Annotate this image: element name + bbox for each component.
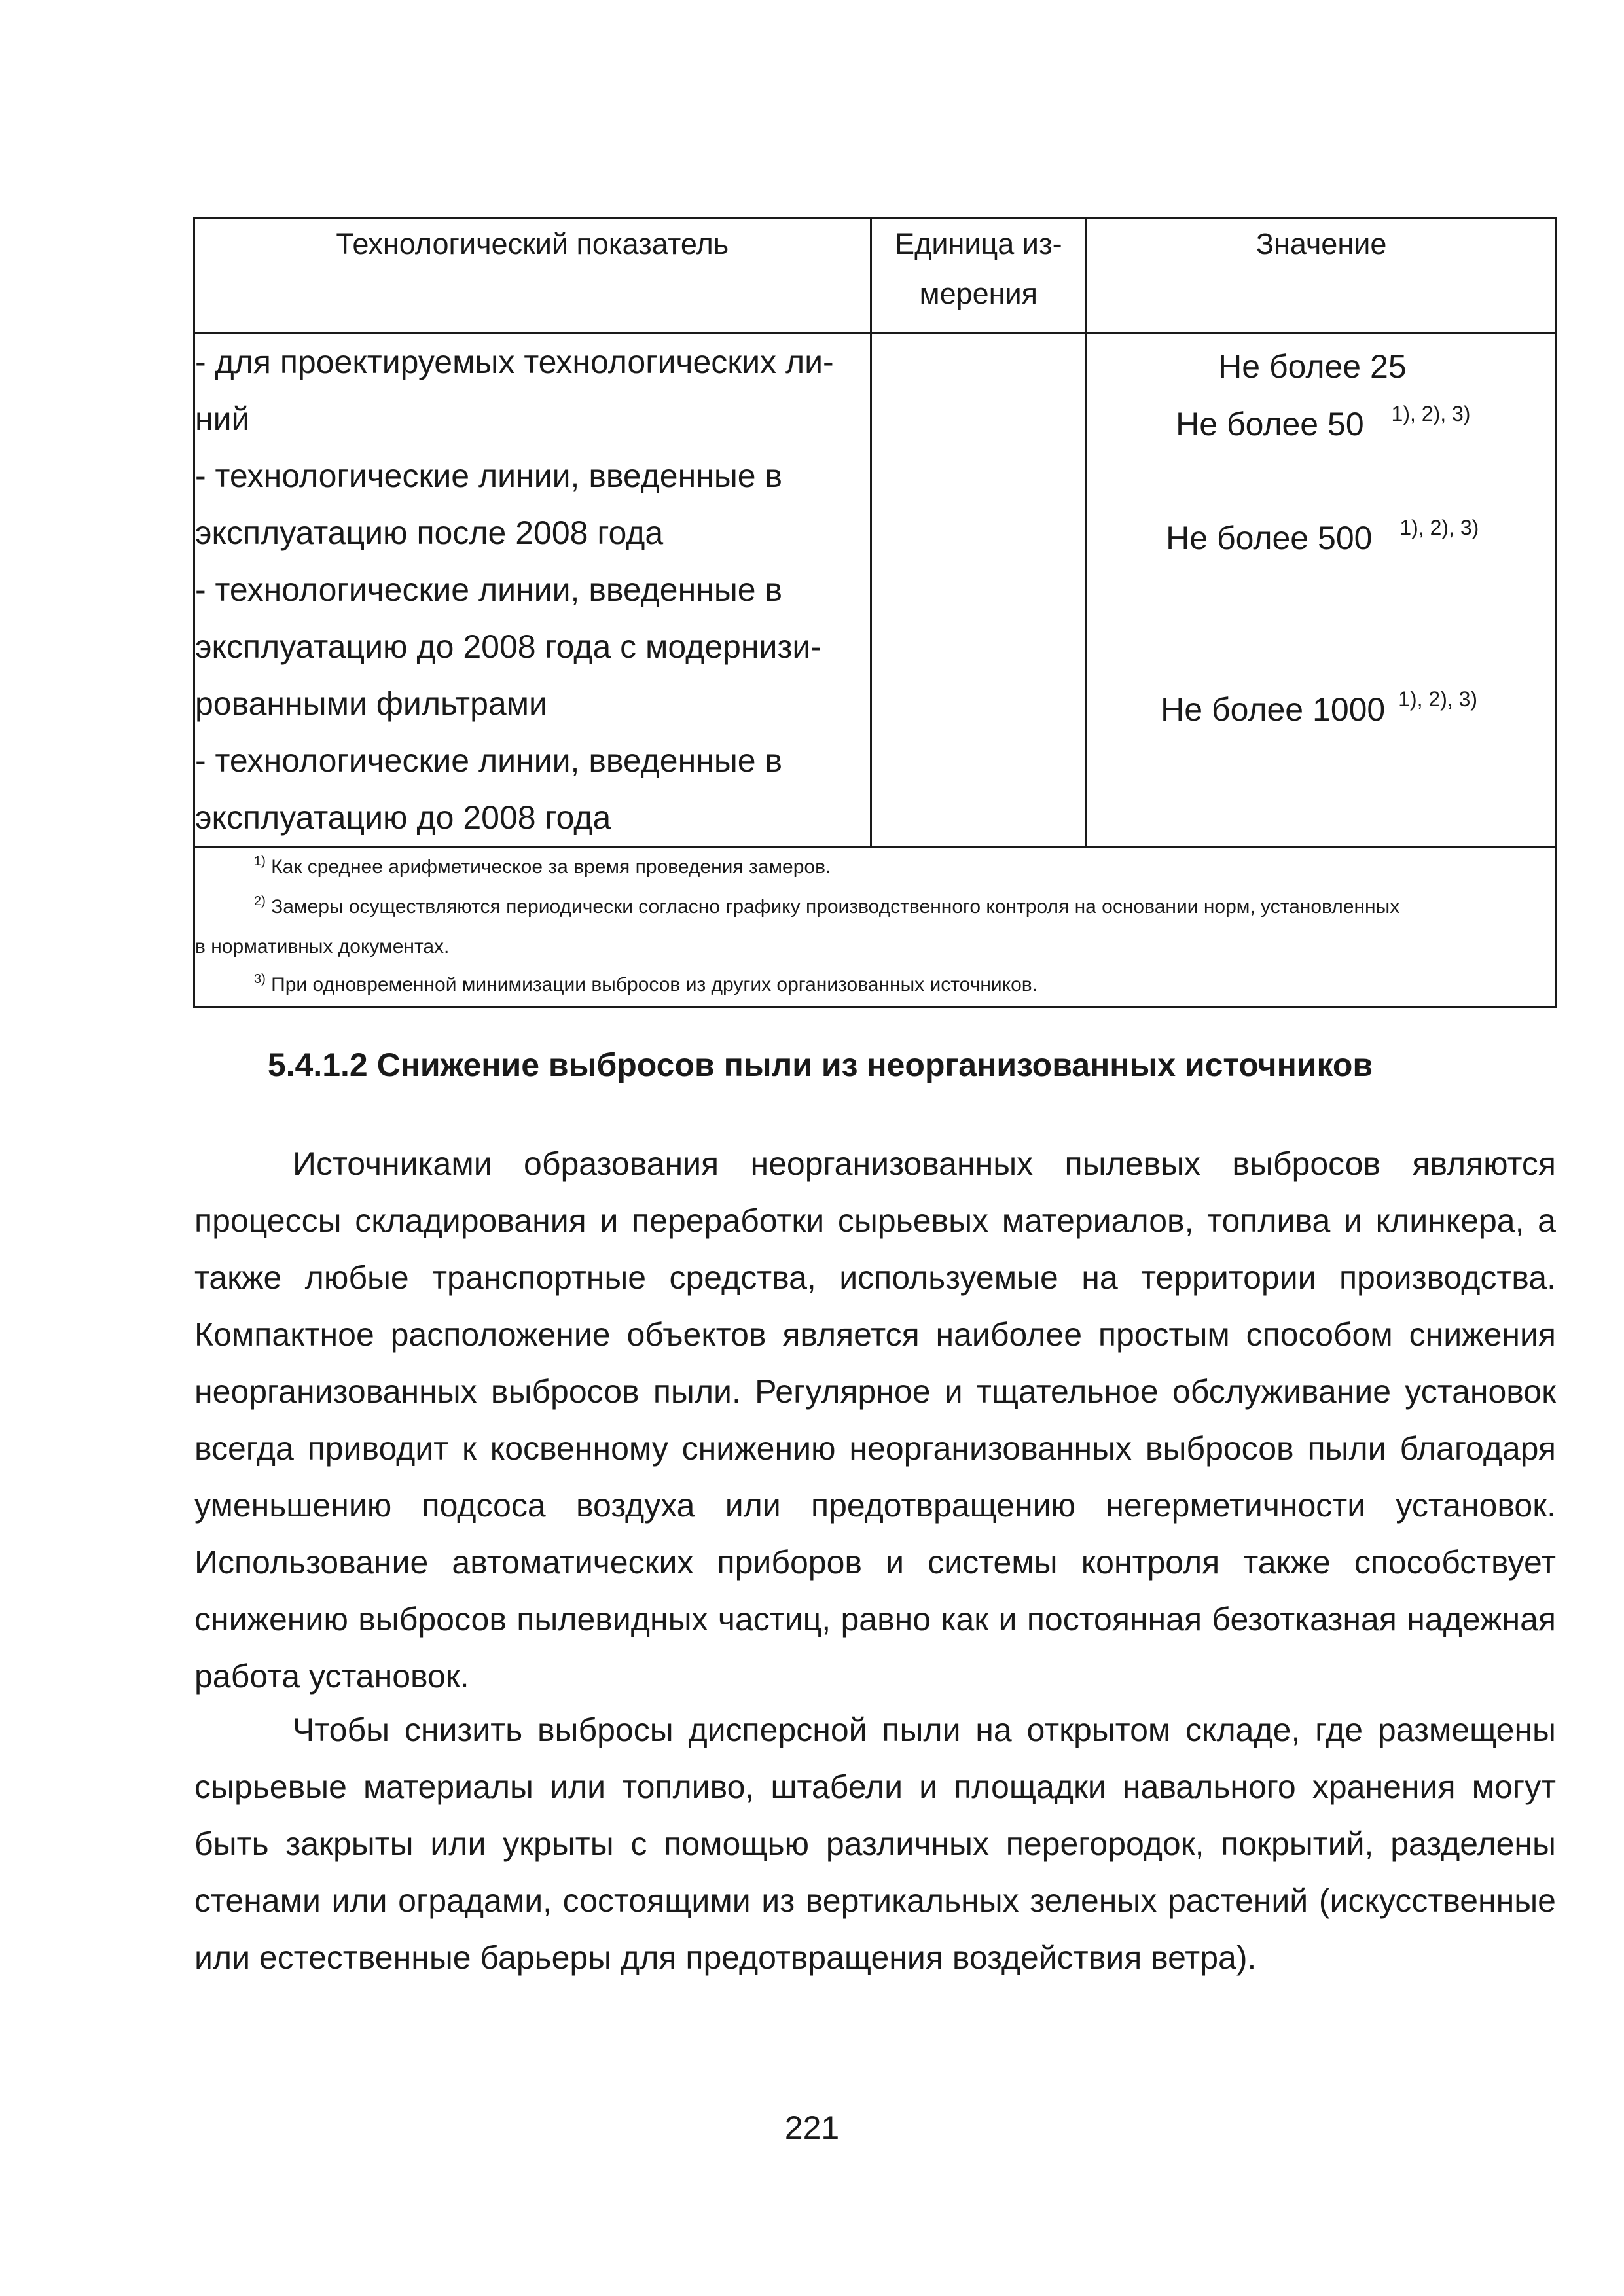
footnote-1: $^{1)}$ Как среднее арифметическое за время проведения замеров. [254,854,831,878]
value-row-1: Не более 25 [1218,348,1407,385]
table-header-row [194,219,1557,333]
header-unit: Единица из- мерения [871,219,1087,333]
footnote-2: $^{2)}$ Замеры осуществляются периодически согласно графику производственного контроля на основании норм, установленных [254,894,1400,918]
value-row-4: Не более 1000 $^{1), 2), 3)}$ [1161,687,1478,728]
paragraph-2: Чтобы снизить выбросы дисперсной пыли на открытом складе, где размещены сырьевые материалы или топливо, штабели и площадки навального хранения могут быть закрыты или укрыты с помощью различных перегородок, покрытий, разделены стенами или оградами, состоящими из вертикальных зеленых растений (искусственные или естественные барьеры для предотвращения воздействия ветра). [194,1712,1556,1976]
footnotes-cell [194,848,1557,1007]
emissions-table [193,217,1557,1008]
value-row-2: Не более 50 $^{1), 2), 3)}$ [1176,402,1471,442]
indicator-cell: - для проектируемых технологических ли- ний - технологические линии, введенные в эксплуатацию после 2008 года - технологические линии, введенные в эксплуатацию до 2008 года с модернизи- рованными фильтрами - технологические линии, введенные в эксплуатацию до 2008 года [194,333,871,848]
footnote-3: $^{3)}$ При одновременной минимизации выбросов из других организованных источников. [254,972,1038,996]
footnote-2-cont: в нормативных документах. [195,936,450,958]
header-value: Значение [1087,219,1557,333]
page-number: 221 [784,2109,840,2146]
value-row-3: Не более 500 $^{1), 2), 3)}$ [1166,516,1479,556]
unit-cell [871,333,1087,848]
header-indicator: Технологический показатель [194,219,871,333]
paragraph-1: Источниками образования неорганизованных пылевых выбросов являются процессы складирования и переработки сырьевых материалов, топлива и клинкера, а также любые транспортные средства, используемые на территории производства. Компактное расположение объектов является наиболее простым способом снижения неорганизованных выбросов пыли. Регулярное и тщательное обслуживание установок всегда приводит к косвенному снижению неорганизованных выбросов пыли благодаря уменьшению подсоса воздуха или предотвращению негерметичности установок. Использование автоматических приборов и системы контроля также способствует снижению выбросов пылевидных частиц, равно как и постоянная безотказная надежная работа установок. [194,1145,1556,1695]
section-heading: 5.4.1.2 Снижение выбросов пыли из неорганизованных источников [267,1047,1373,1083]
footnotes-row [194,848,1557,1007]
table-row [194,333,1557,848]
value-cell [1087,333,1557,848]
